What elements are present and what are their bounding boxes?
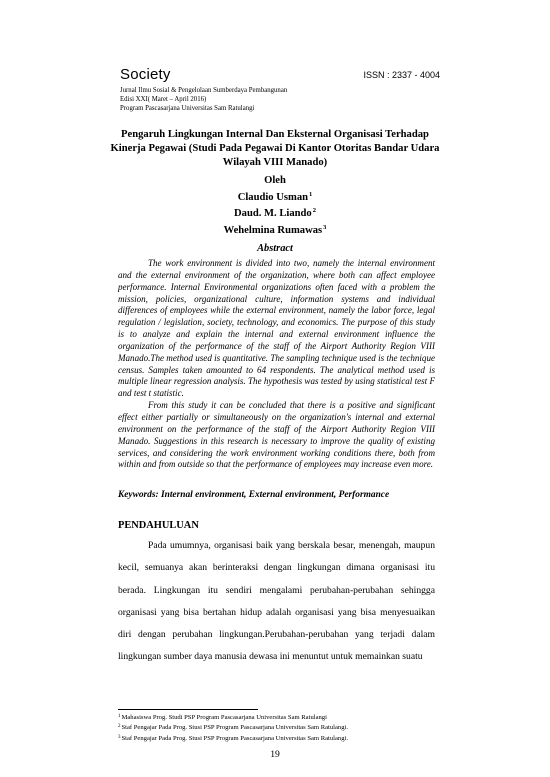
body-paragraph: Pada umumnya, organisasi baik yang berskala besar, menengah, maupun kecil, semuanya akan berinteraksi dengan lingkungan dimana organisasi itu berada. Lingkungan itu sendiri mengalami perubahan-perubahan sehingga organisasi yang bisa bertahan hidup adalah organisasi yang bisa menyesuaikan diri dengan perubahan lingkungan.Perubahan-perubahan yang terjadi dalam lingkungan sumber daya manusia dewasa ini menuntut untuk memainkan suatu [118, 540, 435, 663]
abstract-paragraph: From this study it can be concluded that there is a positive and significant effect either partially or simultaneously on the organization's internal and external environment on the performance of the staff of the Airport Authority Region VIII Manado. Suggestions in this research is necessary to improve the quality of existing services, and considering the work environment working conditions there, both from within and from outside so that the performance of employees may increase even more. [118, 400, 435, 470]
author-block [110, 174, 440, 237]
article-title: Pengaruh Lingkungan Internal Dan Eksternal Organisasi Terhadap Kinerja Pegawai (Studi Pada Pegawai Di Kantor Otoritas Bandar Udara Wilayah VIII Manado) [110, 129, 440, 168]
author-1 [110, 188, 440, 205]
journal-subtitle: Jurnal Ilmu Sosial & Pengelolaan Sumberdaya Pembangunan [120, 87, 288, 94]
author-name: Wehelmina Rumawas [223, 224, 323, 236]
footnote-mark: 3 [118, 734, 121, 740]
journal-header-info [120, 86, 440, 113]
abstract-paragraph: The work environment is divided into two, namely the internal environment and the external environment of the organization, where both can affect employee performance. Internal Environmental organizations often faced with a problem the mission, policies, organizational culture, information systems and individual differences of employees while the external environment, namely the labor force, legal regulation / legislation, society, technology, and economics. The purpose of this study is to analyze and explain the internal and external environment influence the organization of the performance of the staff of the Airport Authority Region VIII Manado.The method used is quantitative. The sampling technique used is the technique census. Samples taken amounted to 64 respondents. The analytical method used is multiple linear regression analysis. The hypothesis was tested by using statistical test F and test t statistic. [118, 258, 435, 399]
footnote-text: Staf Pengajar Pada Prog. Stusi PSP Program Pascasarjana Universitas Sam Ratulangi. [121, 734, 348, 742]
abstract-heading: Abstract [257, 243, 293, 254]
author-mark: 3 [323, 223, 327, 231]
footnote-mark: 2 [118, 724, 121, 730]
footnote-divider [118, 709, 258, 710]
footnotes [118, 712, 448, 743]
keywords: Keywords: Internal environment, External environment, Performance [118, 490, 390, 500]
footnote-text: Mahasiswa Prog. Studi PSP Program Pascasarjana Universitas Sam Ratulangi [121, 714, 327, 721]
section-heading: PENDAHULUAN [118, 520, 199, 531]
journal-name: Society [120, 66, 171, 83]
footnote [118, 733, 448, 743]
journal-program: Program Pascasarjana Universitas Sam Ratulangi [120, 105, 255, 112]
author-mark: 1 [309, 190, 313, 198]
author-3 [110, 221, 440, 238]
section-body [118, 535, 435, 669]
page-number: 19 [270, 749, 280, 760]
footnote-text: Staf Pengajar Pada Prog. Stusi PSP Program Pascasarjana Universitas Sam Ratulangi. [121, 724, 348, 732]
author-mark: 2 [312, 207, 316, 214]
byline-label: Oleh [264, 175, 286, 186]
footnote-mark: 1 [118, 714, 121, 719]
author-name: Daud. M. Liando [234, 208, 312, 219]
abstract-body [118, 258, 435, 471]
author-name: Claudio Usman [237, 191, 309, 203]
journal-edition: Edisi XXI( Maret – April 2016) [120, 96, 207, 103]
footnote [118, 712, 448, 722]
footnote [118, 722, 448, 732]
journal-issn: ISSN : 2337 - 4004 [363, 70, 440, 80]
author-2 [110, 204, 440, 221]
